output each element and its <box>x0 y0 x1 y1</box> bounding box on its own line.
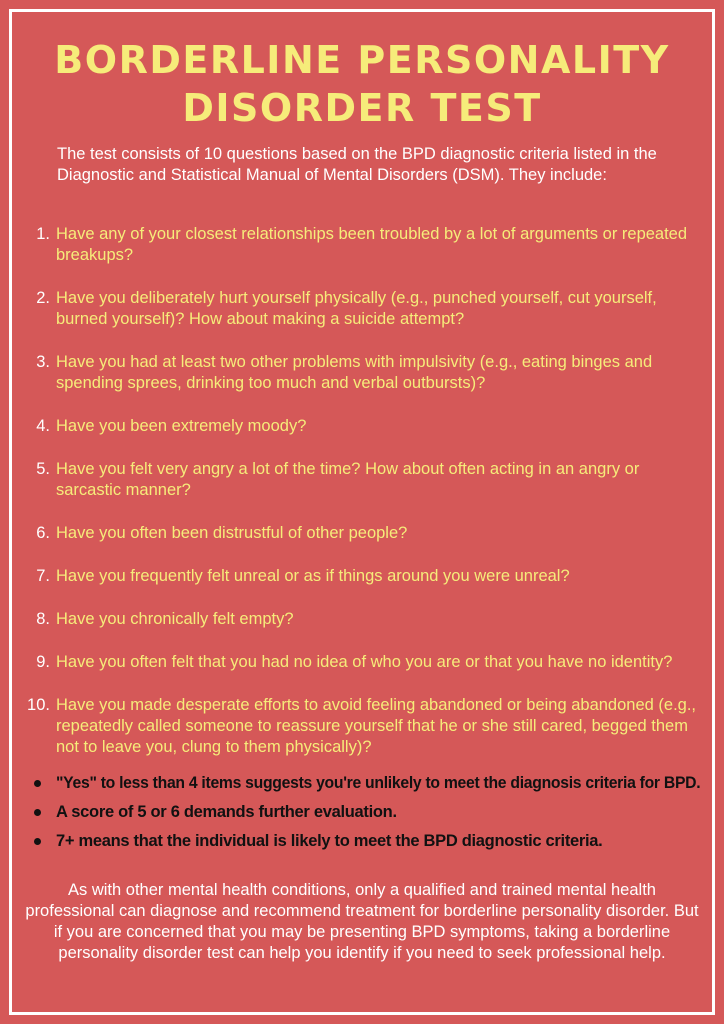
question-item <box>0 523 724 544</box>
question-item <box>0 566 724 587</box>
question-text: Have you deliberately hurt yourself physically (e.g., punched yourself, cut yourself, burned yourself)? How about making a suicide attempt? <box>56 289 657 328</box>
question-number: 10 . <box>27 695 50 716</box>
title-line-2: DISORDER TEST <box>182 86 542 130</box>
scoring-item <box>0 830 724 859</box>
question-number: 6 . <box>36 523 50 544</box>
question-number: 1 . <box>36 224 50 245</box>
question-text: Have you made desperate efforts to avoid feeling abandoned or being abandoned (e.g., repeatedly called someone to reassure yourself that he or she still cared, begged them not to leave you, clung to them physically)? <box>56 696 696 756</box>
question-number: 5 . <box>36 459 50 480</box>
question-text: Have you been extremely moody? <box>56 417 307 435</box>
question-number: 3 . <box>36 352 50 373</box>
question-item <box>0 288 724 330</box>
question-text: Have you chronically felt empty? <box>56 610 294 628</box>
scoring-item <box>0 801 724 830</box>
question-item <box>0 695 724 758</box>
question-text: Have you had at least two other problems with impulsivity (e.g., eating binges and spending sprees, drinking too much and verbal outbursts)? <box>56 353 653 392</box>
closing-paragraph: As with other mental health conditions, only a qualified and trained mental health professional can diagnose and recommend treatment for borderline personality disorder. But if you are concerned that you may be presenting BPD symptoms, taking a borderline personality disorder test can help you identify if you need to seek professional help. <box>25 881 699 962</box>
question-item <box>0 416 724 437</box>
question-text: Have you felt very angry a lot of the time? How about often acting in an angry or sarcastic manner? <box>56 460 640 499</box>
scoring-text: "Yes" to less than 4 items suggests you're unlikely to meet the diagnosis criteria for BPD. <box>56 774 701 792</box>
question-number: 9 . <box>36 652 50 673</box>
question-number: 2 . <box>36 288 50 309</box>
question-text: Have you frequently felt unreal or as if things around you were unreal? <box>56 567 570 585</box>
question-item <box>0 224 724 266</box>
scoring-item <box>0 772 724 801</box>
bullet-icon <box>34 780 41 787</box>
scoring-text: 7+ means that the individual is likely to meet the BPD diagnostic criteria. <box>56 832 603 850</box>
intro-paragraph: The test consists of 10 questions based on the BPD diagnostic criteria listed in the Diagnostic and Statistical Manual of Mental Disorders (DSM). They include: <box>57 145 657 184</box>
question-item <box>0 609 724 630</box>
question-number: 8 . <box>36 609 50 630</box>
page-title <box>0 36 724 132</box>
question-item <box>0 459 724 501</box>
question-number: 7 . <box>36 566 50 587</box>
question-number: 4 . <box>36 416 50 437</box>
question-item <box>0 652 724 673</box>
question-text: Have any of your closest relationships been troubled by a lot of arguments or repeated breakups? <box>56 225 688 264</box>
question-list <box>0 224 724 758</box>
question-text: Have you often been distrustful of other people? <box>56 524 408 542</box>
title-line-1: BORDERLINE PERSONALITY <box>54 38 670 82</box>
scoring-list <box>0 772 724 859</box>
bullet-icon <box>34 809 41 816</box>
bullet-icon <box>34 838 41 845</box>
question-text: Have you often felt that you had no idea of who you are or that you have no identity? <box>56 653 673 671</box>
question-item <box>0 352 724 394</box>
scoring-text: A score of 5 or 6 demands further evaluation. <box>56 803 397 821</box>
